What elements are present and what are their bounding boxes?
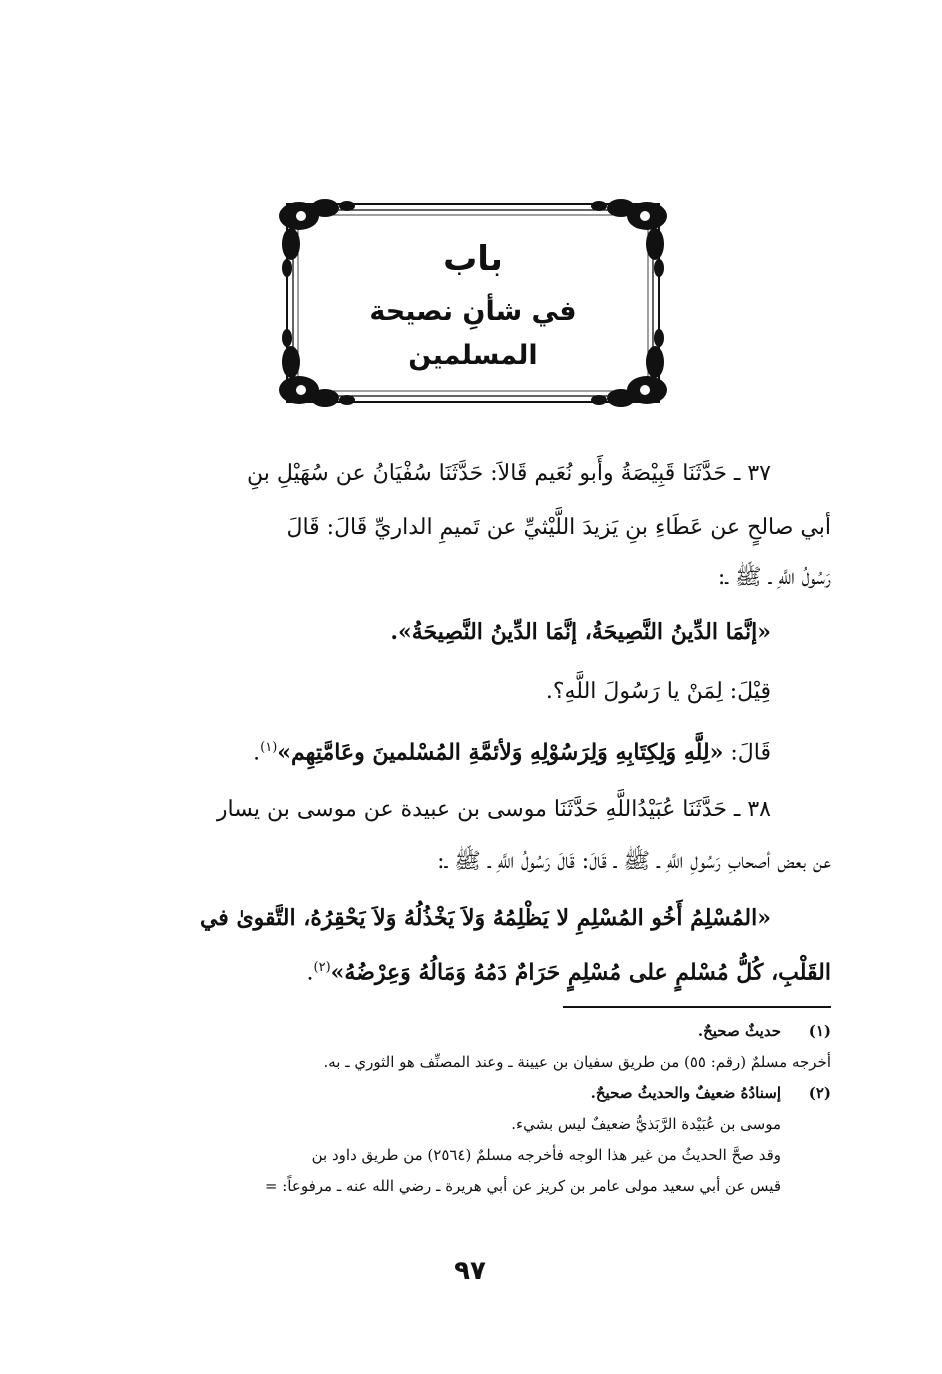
hadith-38-quote-1: «المُسْلِمُ أَخُو المُسْلِمِ لا يَظْلِمُهُ وَلاَ يَخْذُلُهُ وَلاَ يَحْقِرُهُ، التَّقوىٰ في <box>199 905 771 931</box>
hadith-37-question: قِيْلَ: لِمَنْ يا رَسُولَ اللَّهِ؟. <box>545 679 771 704</box>
footnote-2-line-2: وقد صحَّ الحديثُ من غير هذا الوجه فأخرجه مسلمٌ (٢٥٦٤) من طريق داود بن <box>311 1146 781 1164</box>
footnote-1-title: حديثٌ صحيحٌ. <box>697 1022 781 1040</box>
quote-2-text: القَلْبِ، كُلُّ مُسْلمٍ على مُسْلِمٍ حَرَامٌ دَمُهُ وَمَالُهُ وَعِرْضُهُ» <box>330 959 831 986</box>
footnote-2-number: (٢) <box>808 1084 831 1102</box>
chapter-subtitle: في شأنِ نصيحة المسلمين <box>369 296 577 371</box>
footnotes <box>128 1016 831 1202</box>
hadith-37-line-2: أبي صالحٍ عن عَطَاءِ بنِ يَزيدَ اللَّيْثيِّ عن تَميمِ الداريِّ قَالَ: قَالَ <box>286 515 831 540</box>
footnote-2-title: إسنادُهُ ضعيفٌ والحديثُ صحيحٌ. <box>590 1084 781 1102</box>
hadith-37-line-1: ٣٧ ـ حَدَّثَنَا قَبِيْصَةُ وأَبو نُعَيم قَالاَ: حَدَّثَنَا سُفْيَانُ عن سُهَيْلِ بنِ <box>246 461 771 486</box>
footnote-1 <box>128 1016 831 1047</box>
footnote-ref-1: (١) <box>260 740 278 755</box>
footnote-2-line-1: موسى بن عُبَيْدة الرَّبَذيُّ ضعيفٌ ليس بشيء. <box>511 1115 781 1133</box>
footnote-divider <box>563 1006 831 1008</box>
footnote-1-text: أخرجه مسلمٌ (رقم: ٥٥) من طريق سفيان بن عيينة ـ وعند المصنِّف هو الثوري ـ به. <box>323 1053 831 1071</box>
page-number: ٩٧ <box>454 1256 486 1286</box>
chapter-title: باب <box>443 239 503 279</box>
chapter-heading <box>317 234 629 378</box>
footnote-2-line-3: قيس عن أبي سعيد مولى عامر بن كريز عن أبي هريرة ـ رضي الله عنه ـ مرفوعاً: = <box>264 1177 781 1195</box>
hadith-38-line-2: عن بعض أصحابِ رَسُولِ اللَّهِ ـ ﷺ ـ قَالَ: قَالَ رَسُولُ اللَّهِ ـ ﷺ ـ: <box>437 849 831 874</box>
answer-prefix: قَالَ: <box>730 740 771 766</box>
hadith-37-answer <box>128 720 831 781</box>
footnote-1-body <box>128 1047 831 1078</box>
quote-2-end: . <box>306 960 314 986</box>
footnote-1-number: (١) <box>808 1022 831 1040</box>
hadith-37-line-3: رَسُولُ اللَّهِ ـ ﷺ ـ: <box>717 565 831 590</box>
hadith-37-quote: «إنَّمَا الدِّينُ النَّصِيحَةُ، إنَّمَا الدِّينُ النَّصِيحَةُ». <box>390 619 771 645</box>
hadith-38-line-1: ٣٨ ـ حَدَّثَنَا عُبَيْدُاللَّهِ حَدَّثَنَا موسى بن عبيدة عن موسى بن يسار <box>216 797 771 822</box>
footnote-2 <box>128 1078 831 1109</box>
answer-end: . <box>253 740 261 766</box>
hadith-38-quote-2 <box>128 940 831 1001</box>
answer-text: «لِلَّهِ وَلِكِتَابِهِ وَلِرَسُوْلِهِ وَلأئمَّةِ المُسْلمينَ وعَامَّتِهِم» <box>277 739 724 766</box>
footnote-ref-2: (٢) <box>313 960 331 975</box>
chapter-heading-frame <box>277 192 669 414</box>
